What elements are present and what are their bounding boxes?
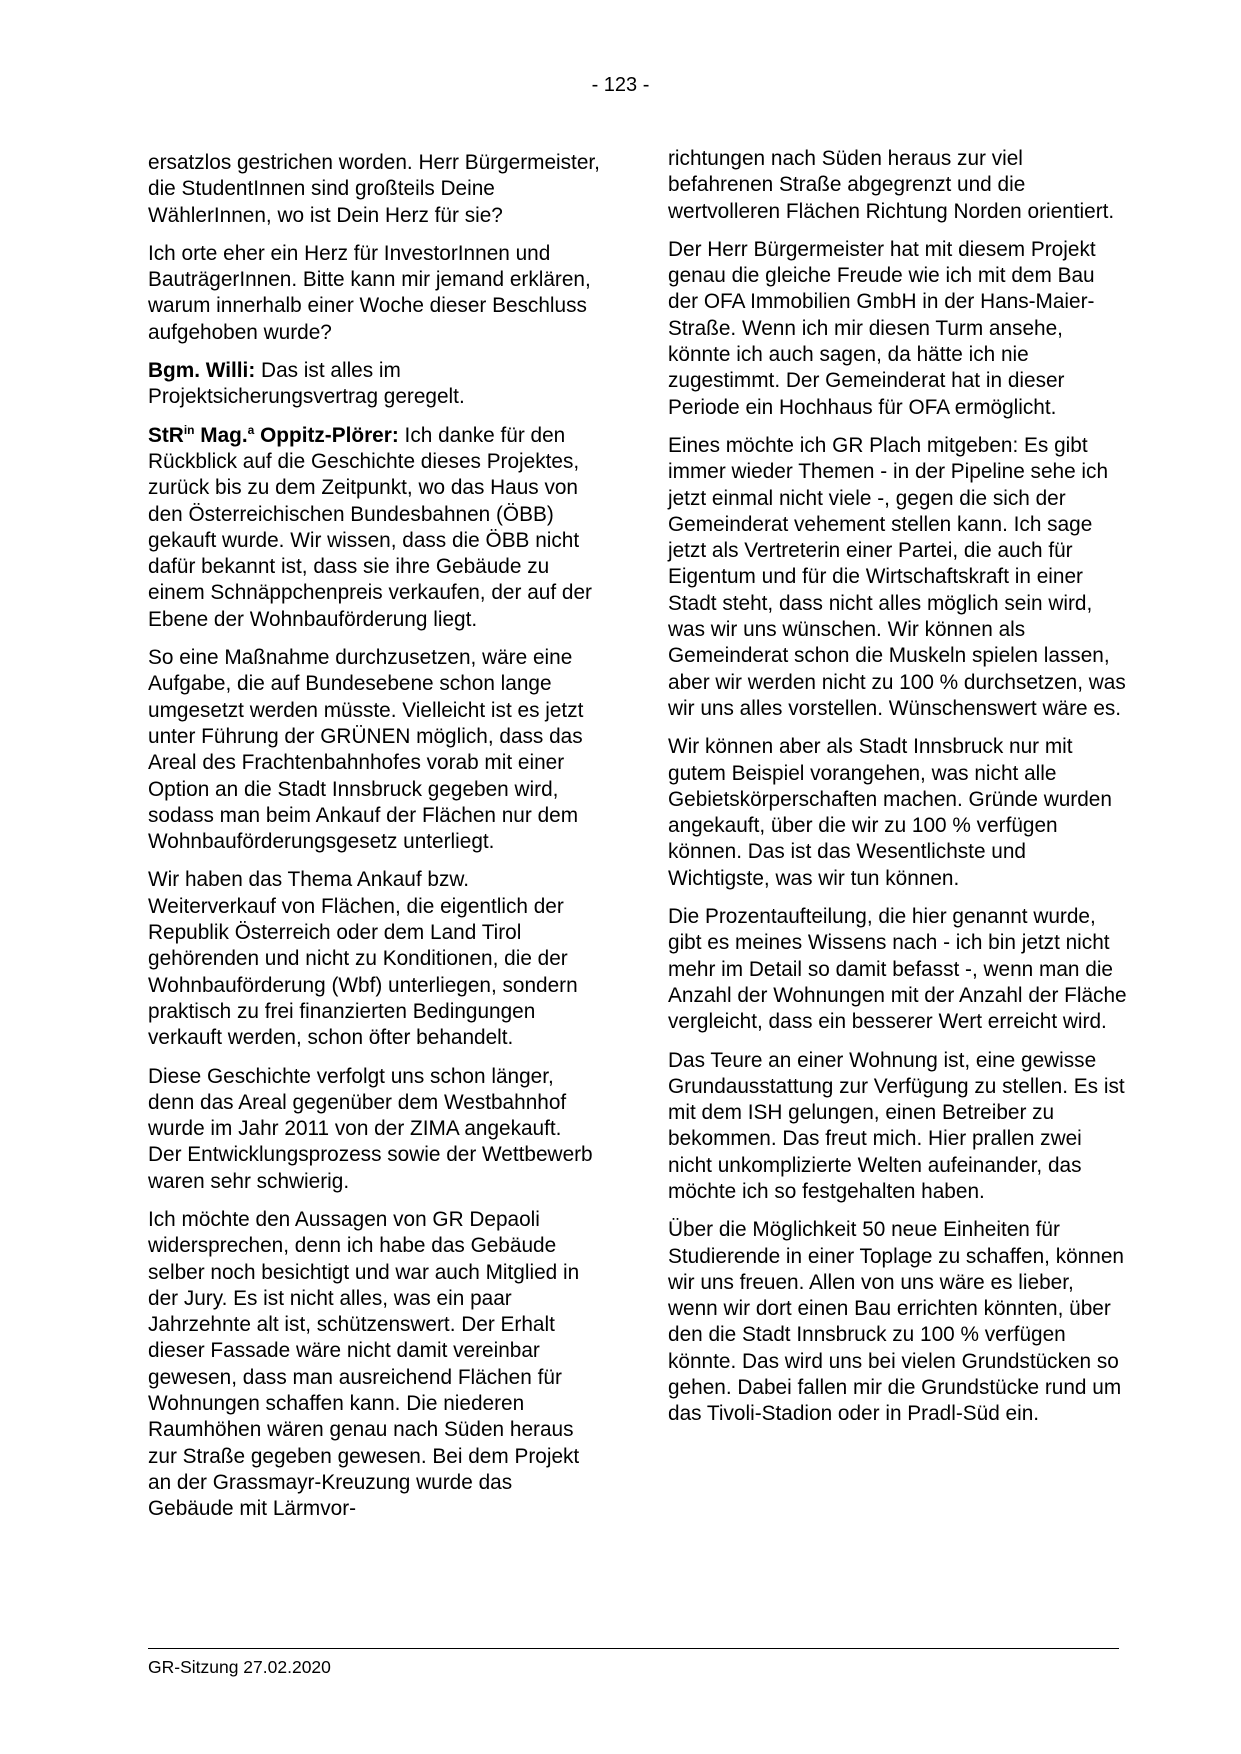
speech-paragraph <box>148 358 600 411</box>
speech-text: Das ist alles im Projektsicherungsvertrag geregelt. <box>148 359 465 409</box>
paragraph: Der Herr Bürgermeister hat mit diesem Projekt genau die gleiche Freude wie ich mit dem Bau der OFA Immobilien GmbH in der Hans-Maier-Straße. Wenn ich mir diesen Turm ansehe, könnte ich auch sagen, da hätte ich nie zugestimmt. Der Gemeinderat hat in dieser Periode ein Hochhaus für OFA ermöglicht. <box>668 237 1096 419</box>
paragraph: richtungen nach Süden heraus zur viel befahrenen Straße abgegrenzt und die wertvolleren Flächen Richtung Norden orientiert. <box>668 147 1115 223</box>
paragraph: So eine Maßnahme durchzusetzen, wäre eine Aufgabe, die auf Bundesebene schon lange umgesetzt werden müsste. Vielleicht ist es jetzt unter Führung der GRÜNEN möglich, dass das Areal des Frachtenbahnhofes vorab mit einer Option an die Stadt Innsbruck gegeben wird, sodass man beim Ankauf der Flächen nur dem Wohnbauförderungsgesetz unterliegt. <box>148 646 584 854</box>
paragraph: Wir haben das Thema Ankauf bzw. Weiterverkauf von Flächen, die eigentlich der Republik Österreich oder dem Land Tirol gehörenden und nicht zu Konditionen, die der Wohnbauförderung (Wbf) unterliegen, sondern praktisch zu frei finanzierten Bedingungen verkauft werden, schon öfter behandelt. <box>148 868 578 1050</box>
speaker-name: Bgm. Willi: <box>148 359 256 383</box>
page-number: - 123 - <box>591 74 650 96</box>
speech-text: Ich danke für den Rückblick auf die Geschichte dieses Projektes, zurück bis zu dem Zeitpunkt, wo das Haus von den Österreichischen Bundesbahnen (ÖBB) gekauft wurde. Wir wissen, dass die ÖBB nicht dafür bekannt ist, dass sie ihre Gebäude zu einem Schnäppchenpreis verkaufen, der auf der Ebene der Wohnbauförderung liegt. <box>148 423 592 631</box>
paragraph: Über die Möglichkeit 50 neue Einheiten für Studierende in einer Toplage zu schaffen, können wir uns freuen. Allen von uns wäre es lieber, wenn wir dort einen Bau errichten könnten, über den die Stadt Innsbruck zu 100 % verfügen könnte. Das wird uns bei vielen Grundstücken so gehen. Dabei fallen mir die Grundstücke rund um das Tivoli-Stadion oder in Pradl-Süd ein. <box>668 1218 1124 1426</box>
left-column <box>148 150 600 1535</box>
paragraph: Wir können aber als Stadt Innsbruck nur mit gutem Beispiel vorangehen, was nicht alle Gebietskörperschaften machen. Gründe wurden angekauft, über die wir zu 100 % verfügen können. Das ist das Wesentlichste und Wichtigste, was wir tun können. <box>668 735 1112 890</box>
footer-divider <box>148 1648 1119 1649</box>
paragraph: Das Teure an einer Wohnung ist, eine gewisse Grundausstattung zur Verfügung zu stellen. Es ist mit dem ISH gelungen, einen Betreiber zu bekommen. Das freut mich. Hier prallen zwei nicht unkomplizierte Welten aufeinander, das möchte ich so festgehalten haben. <box>668 1048 1125 1203</box>
paragraph: Diese Geschichte verfolgt uns schon länger, denn das Areal gegenüber dem Westbahnhof wurde im Jahr 2011 von der ZIMA angekauft. Der Entwicklungsprozess sowie der Wettbewerb waren sehr schwierig. <box>148 1064 593 1193</box>
paragraph: ersatzlos gestrichen worden. Herr Bürgermeister, die StudentInnen sind großteils Deine WählerInnen, wo ist Dein Herz für sie? <box>148 151 600 227</box>
speech-paragraph <box>148 423 600 633</box>
paragraph: Die Prozentaufteilung, die hier genannt wurde, gibt es meines Wissens nach - ich bin jetzt nicht mehr im Detail so damit befasst -, wenn man die Anzahl der Wohnungen mit der Anzahl der Fläche vergleicht, dass ein besserer Wert erreicht wird. <box>668 905 1127 1034</box>
paragraph: Ich orte eher ein Herz für InvestorInnen und BauträgerInnen. Bitte kann mir jemand erklären, warum innerhalb einer Woche dieser Beschluss aufgehoben wurde? <box>148 241 591 344</box>
paragraph: Eines möchte ich GR Plach mitgeben: Es gibt immer wieder Themen - in der Pipeline sehe ich jetzt einmal nicht viele -, gegen die sich der Gemeinderat vehement stellen kann. Ich sage jetzt als Vertreterin einer Partei, die auch für Eigentum und für die Wirtschaftskraft in einer Stadt steht, dass nicht alles möglich sein wird, was wir uns wünschen. Wir können als Gemeinderat schon die Muskeln spielen lassen, aber wir werden nicht zu 100 % durchsetzen, was wir uns alles vorstellen. Wünschenswert wäre es. <box>668 433 1126 720</box>
footer-session-label: GR-Sitzung 27.02.2020 <box>148 1657 331 1677</box>
right-column <box>668 146 1128 1440</box>
speaker-name: StR$^{in}$ Mag.$^a$ Oppitz-Plörer: <box>148 422 399 447</box>
paragraph: Ich möchte den Aussagen von GR Depaoli widersprechen, denn ich habe das Gebäude selber noch besichtigt und war auch Mitglied in der Jury. Es ist nicht alles, was ein paar Jahrzehnte alt ist, schützenswert. Der Erhalt dieser Fassade wäre nicht damit vereinbar gewesen, dass man ausreichend Flächen für Wohnungen schaffen kann. Die niederen Raumhöhen wären genau nach Süden heraus zur Straße gegeben gewesen. Bei dem Projekt an der Grassmayr-Kreuzung wurde das Gebäude mit Lärmvor- <box>148 1207 580 1521</box>
